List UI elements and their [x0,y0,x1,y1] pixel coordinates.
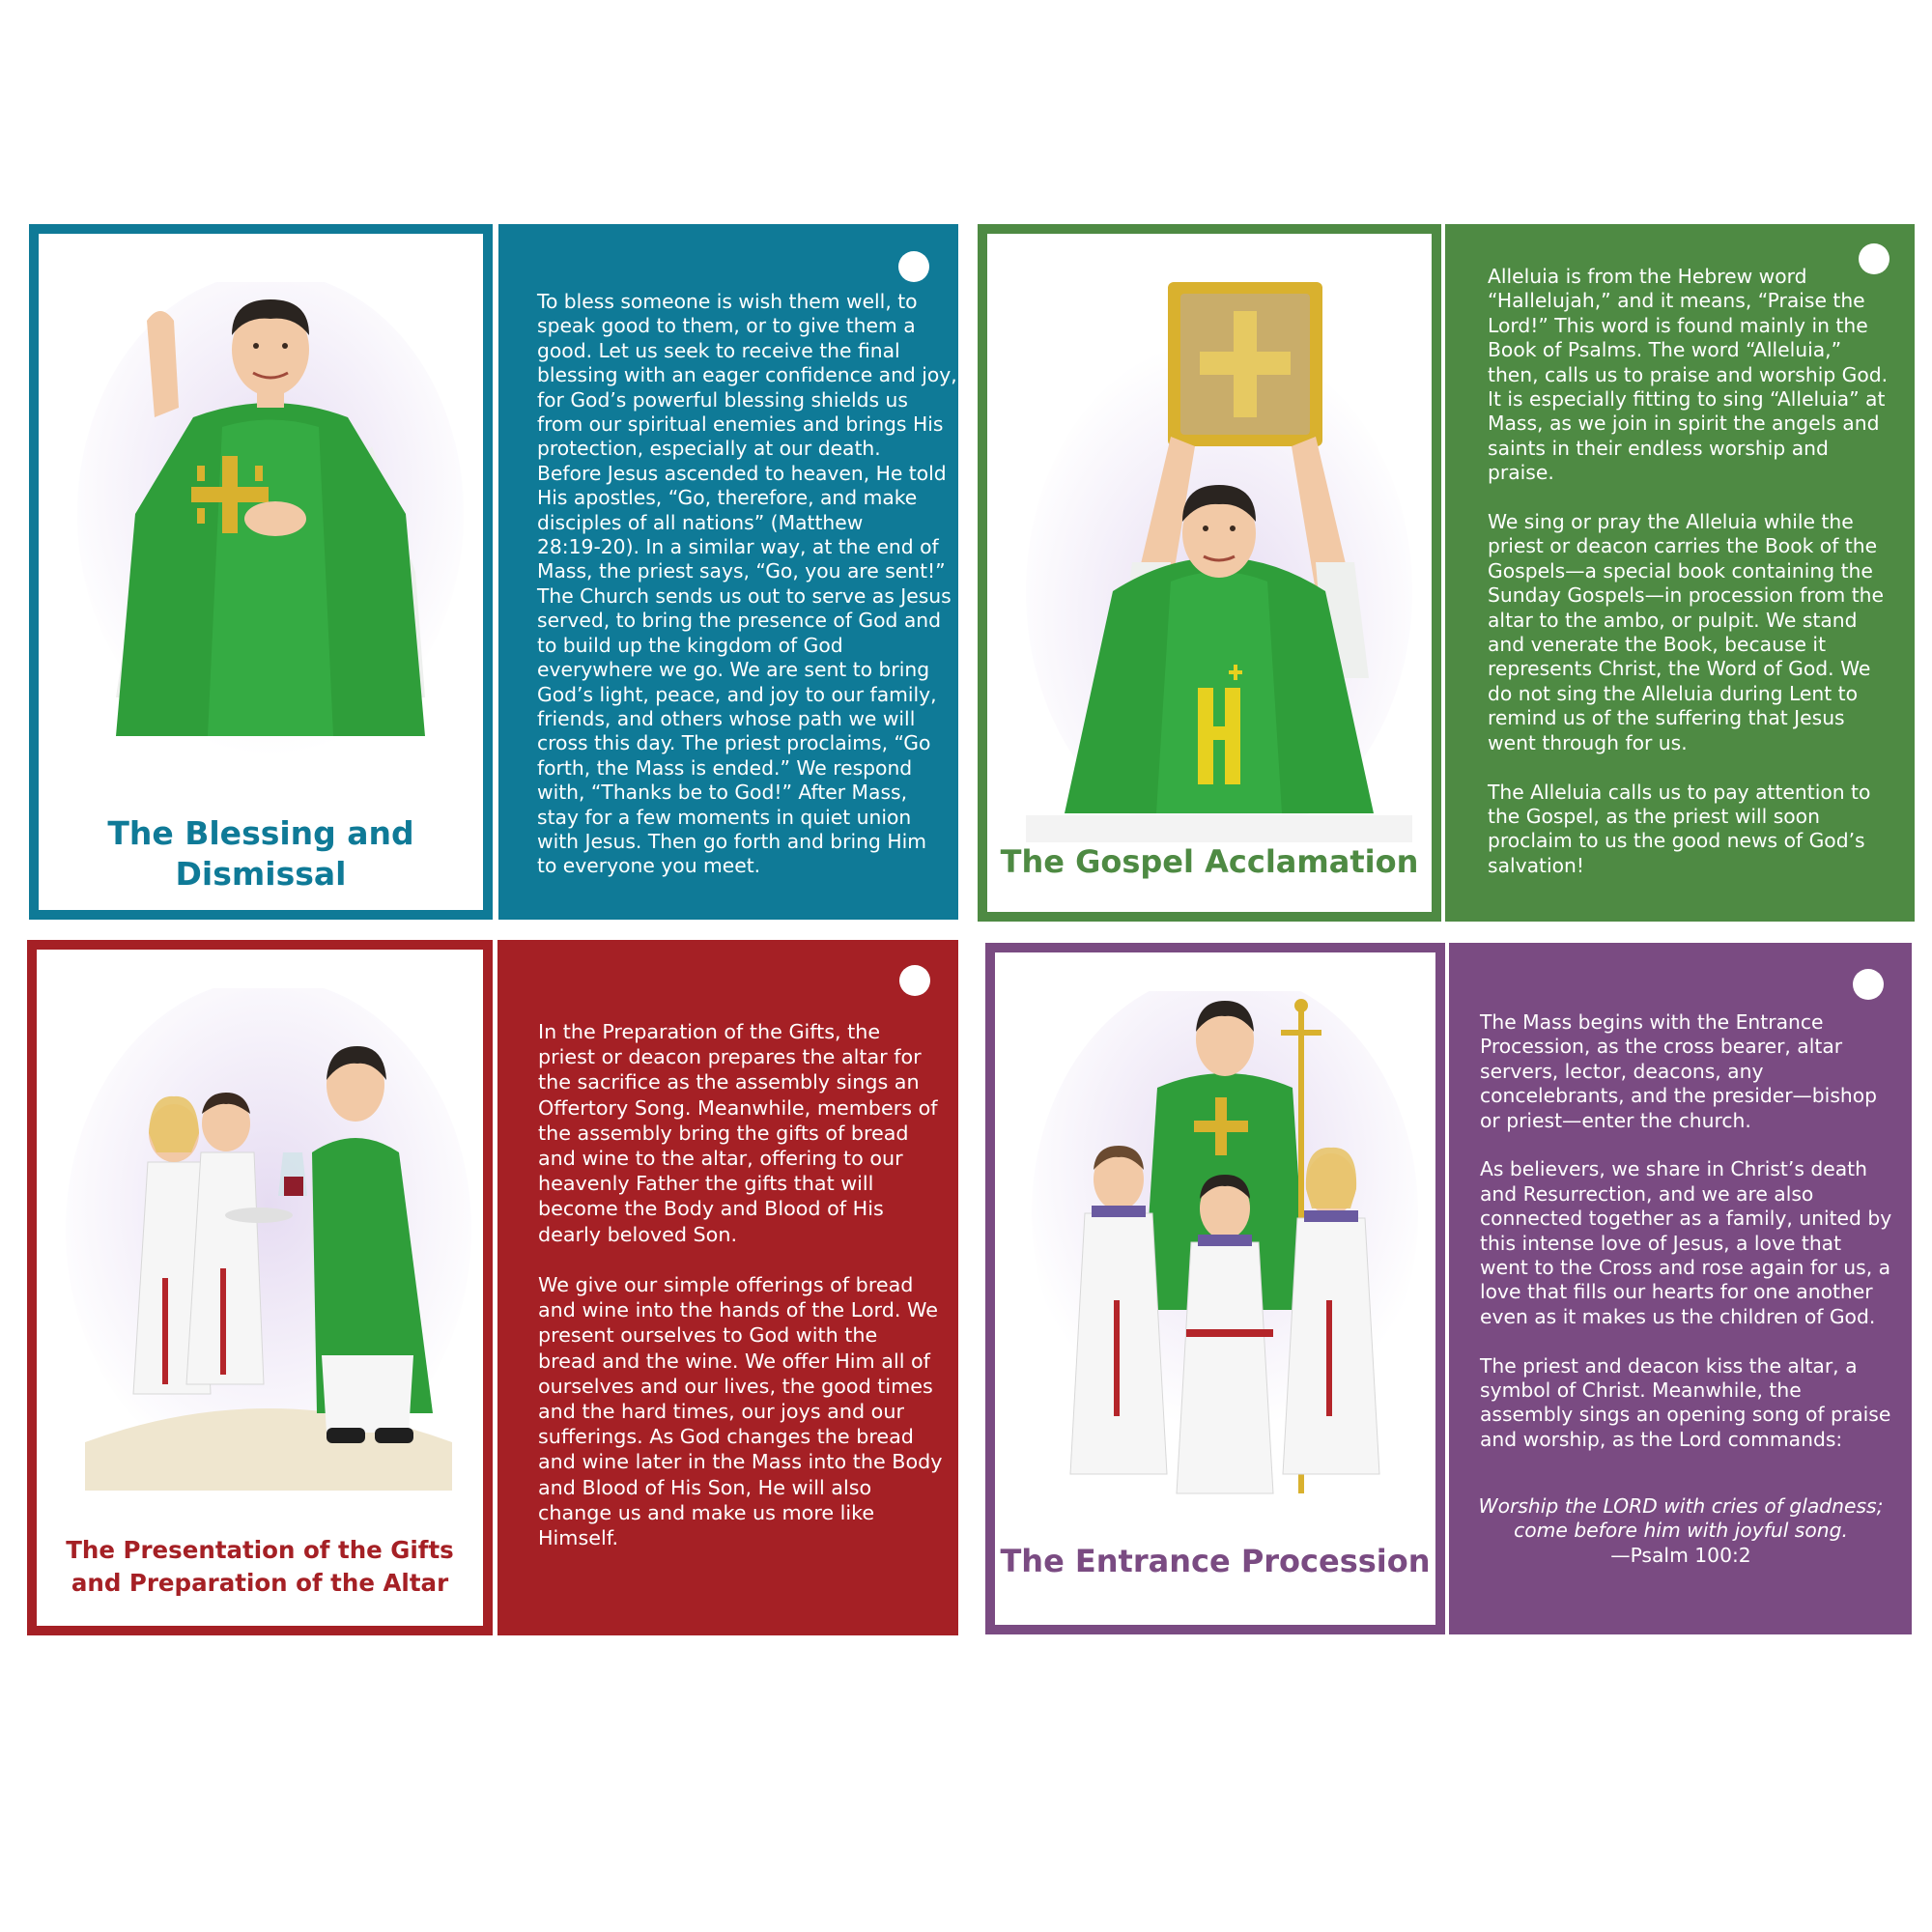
priest-gospel-book-illustration [1026,272,1412,842]
blessing-paragraph-1: To bless someone is wish them well, to speak good to them, or to give them a good. Let us seek to receive the final blessing with an eager confidence and joy, for God’s powerful blessing shields us from our spiritual enemies and brings His protection, especially at our death. Before Jesus ascended to heaven, He told His apostles, “Go, therefore, and make disciples of all nations” (Matthew 28:19-20). In a similar way, at the end of Mass, the priest says, “Go, you are sent!” The Church sends us out to serve as Jesus served, to bring the presence of God and to build up the kingdom of God everywhere we go. We are sent to bring God’s light, peace, and joy to our family, friends, and others whose path we will cross this day. The priest proclaims, “Go forth, the Mass is ended.” We respond with, “Thanks be to God!” After Mass, stay for a few moments in quiet union with Jesus. Then go forth and bring Him to everyone you meet. [537,290,957,878]
blessing-card-title: The Blessing and Dismissal [107,814,414,893]
entrance-paragraph-2: As believers, we share in Christ’s death and Resurrection, and we are also connected together as a family, united by this intense love of Jesus, a love that went to the Cross and rose again for us, a love that fills our hearts for one another even as it makes us the children of God. [1480,1157,1892,1328]
entrance-card-text [1480,1010,1891,1452]
blessing-card-back [498,224,958,920]
gospel-paragraph-1: Alleluia is from the Hebrew word “Hallelujah,” and it means, “Praise the Lord!” This word is found mainly in the Book of Psalms. The word “Alleluia,” then, calls us to praise and worship God. It is especially fitting to sing “Alleluia” at Mass, as we join in spirit the angels and saints in their endless worship and praise. [1488,265,1889,485]
gospel-paragraph-3: The Alleluia calls us to pay attention to the Gospel, as the priest will soon proclaim to us the good news of God’s salvation! [1488,780,1871,877]
presentation-card-front [27,940,493,1635]
gospel-card-front [978,224,1441,922]
entrance-procession-illustration [1032,991,1418,1513]
entrance-card-front [985,943,1445,1634]
blessing-card-text [537,290,957,879]
punch-hole [899,965,930,996]
gospel-paragraph-2: We sing or pray the Alleluia while the priest or deacon carries the Book of the Gospels—a special book containing the Sunday Gospels—in procession from the altar to the ambo, or pulpit. We stand and venerate the Book, because it represents Christ, the Word of God. We do not sing the Alleluia during Lent to remind us of the suffering that Jesus went through for us. [1488,510,1885,754]
gospel-card-back [1445,224,1915,922]
priest-blessing-illustration [77,282,464,765]
psalm-quote: Worship the LORD with cries of gladness; come before him with joyful song. [1478,1494,1884,1543]
punch-hole [898,251,929,282]
entrance-paragraph-1: The Mass begins with the Entrance Procession, as the cross bearer, altar servers, lector, deacons, any concelebrants, and the presider—bishop or priest—enter the church. [1480,1010,1878,1132]
gifts-presentation-illustration [66,988,471,1491]
presentation-card-back [497,940,958,1635]
psalm-citation: —Psalm 100:2 [1610,1543,1751,1567]
gospel-card-text [1488,265,1888,878]
punch-hole [1853,969,1884,1000]
entrance-card-title: The Entrance Procession [1000,1543,1431,1579]
entrance-card-back [1449,943,1912,1634]
presentation-paragraph-1: In the Preparation of the Gifts, the priest or deacon prepares the altar for the sacrifice as the assembly sings an Offertory Song. Meanwhile, members of the assembly bring the gifts of bread and wine to the altar, offering to our heavenly Father the gifts that will become the Body and Blood of His dearly beloved Son. [538,1020,938,1246]
psalm-quote-block [1468,1494,1893,1568]
entrance-paragraph-3: The priest and deacon kiss the altar, a symbol of Christ. Meanwhile, the assembly sings an opening song of praise and worship, as the Lord commands: [1480,1353,1891,1451]
presentation-card-title: The Presentation of the Gifts and Preparation of the Altar [66,1536,454,1597]
presentation-card-text [538,1019,943,1550]
presentation-paragraph-2: We give our simple offerings of bread and wine into the hands of the Lord. We present ourselves to God with the bread and the wine. We offer Him all of ourselves and our lives, the good times and the hard times, our joys and our sufferings. As God changes the bread and wine later in the Mass into the Body and Blood of His Son, He will also change us and make us more like Himself. [538,1273,943,1550]
blessing-card-front [29,224,493,920]
gospel-card-title: The Gospel Acclamation [1000,843,1419,880]
